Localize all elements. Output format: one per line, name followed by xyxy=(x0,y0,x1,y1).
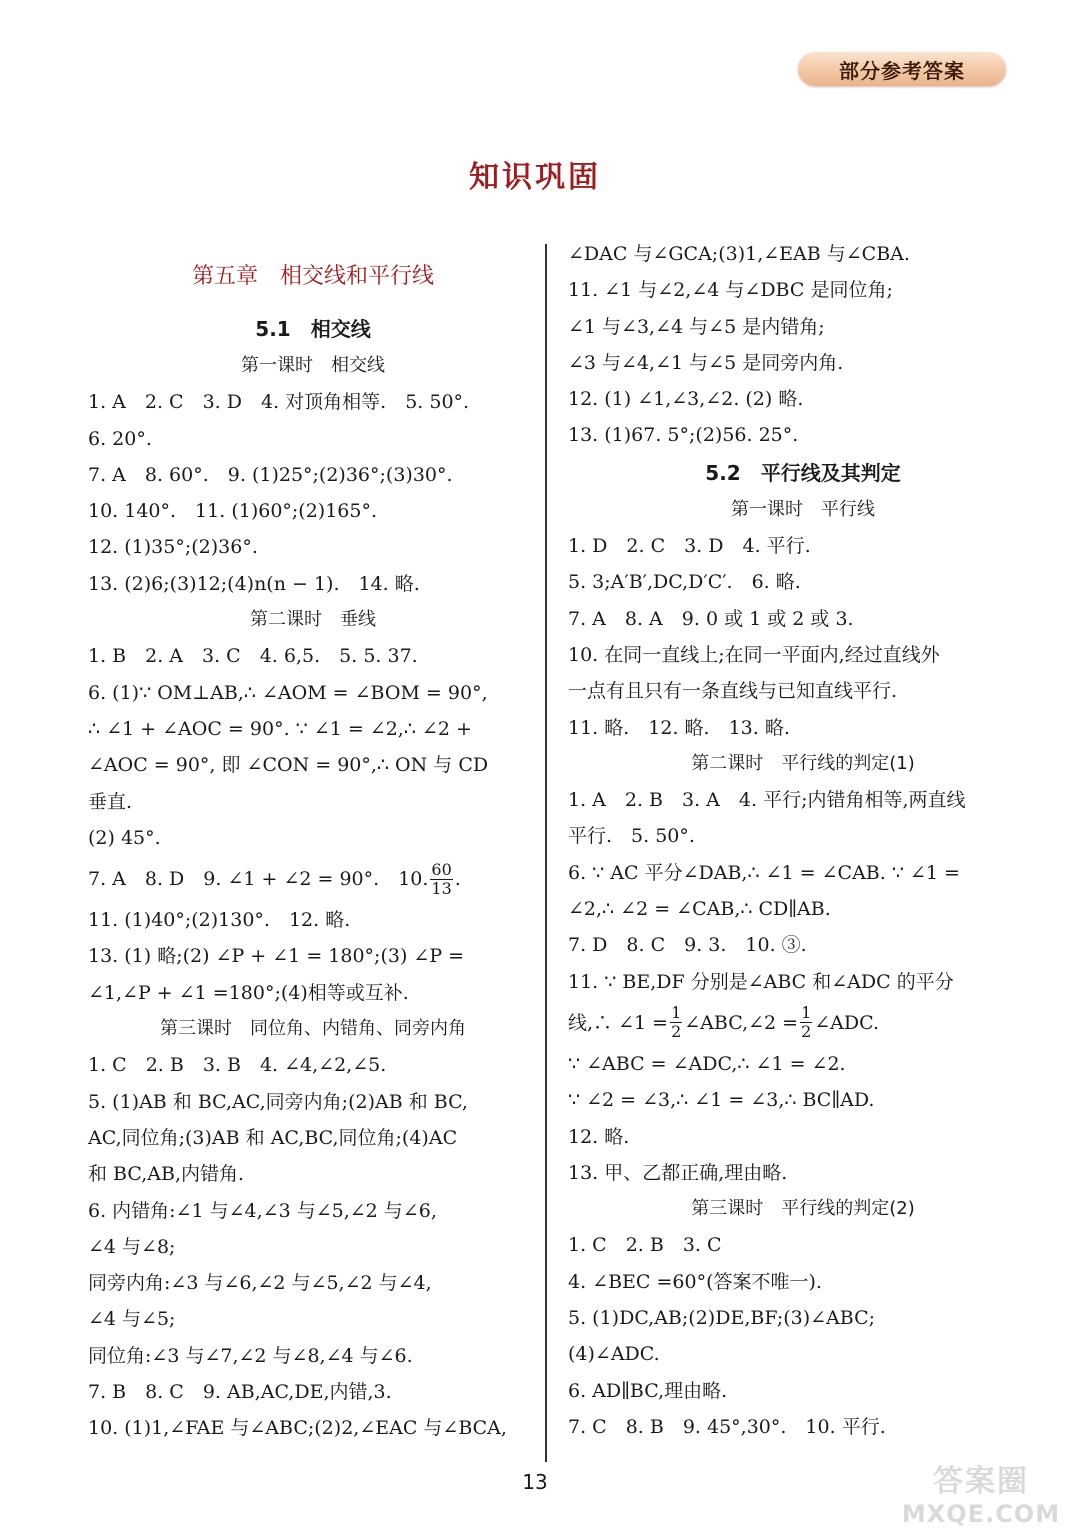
answer-line: AC,同位角;(3)AB 和 AC,BC,同位角;(4)AC xyxy=(88,1126,458,1149)
answer-line: 同旁内角:∠3 与∠6,∠2 与∠5,∠2 与∠4, xyxy=(88,1272,432,1295)
answer-line: 12. (1)35°;(2)36°. xyxy=(88,536,258,559)
answer-line: 1. C 2. B 3. B 4. ∠4,∠2,∠5. xyxy=(88,1054,387,1077)
answer-line: ∠2,∴ ∠2 = ∠CAB,∴ CD∥AB. xyxy=(568,898,831,921)
answer-line: 7. D 8. C 9. 3. 10. ③. xyxy=(568,934,807,957)
answer-line: 13. 甲、乙都正确,理由略. xyxy=(568,1161,788,1184)
answer-line: 13. (1)67. 5°;(2)56. 25°. xyxy=(568,424,799,447)
answer-line: 11. (1)40°;(2)130°. 12. 略. xyxy=(88,909,351,932)
answer-line: 同位角:∠3 与∠7,∠2 与∠8,∠4 与∠6. xyxy=(88,1344,413,1367)
answer-line: 5. 3;A′B′,DC,D′C′. 6. 略. xyxy=(568,571,801,594)
page-number: 13 xyxy=(522,1470,548,1494)
answer-line: 11. 略. 12. 略. 13. 略. xyxy=(568,716,790,739)
chapter-heading: 第五章 相交线和平行线 xyxy=(191,264,434,289)
answer-line: 6. AD∥BC,理由略. xyxy=(568,1379,728,1402)
lesson-heading: 第三课时 同位角、内错角、同旁内角 xyxy=(160,1018,466,1040)
lesson-heading: 第二课时 平行线的判定(1) xyxy=(691,752,915,774)
answer-line: 6. 20°. xyxy=(88,427,152,450)
answer-line: 12. (1) ∠1,∠3,∠2. (2) 略. xyxy=(568,388,804,411)
section-badge: 部分参考答案 xyxy=(798,52,1006,86)
right-column xyxy=(568,236,1038,1445)
answer-line: ∵ ∠ABC = ∠ADC,∴ ∠1 = ∠2. xyxy=(568,1052,846,1075)
answer-text: . xyxy=(454,868,461,891)
column-divider xyxy=(545,244,547,1462)
answer-line: ∴ ∠1 + ∠AOC = 90°. ∵ ∠1 = ∠2,∴ ∠2 + xyxy=(88,717,472,740)
answer-line: (4)∠ADC. xyxy=(568,1343,660,1366)
answer-line: 10. 在同一直线上;在同一平面内,经过直线外 xyxy=(568,643,940,666)
lesson-heading: 第三课时 平行线的判定(2) xyxy=(691,1198,915,1220)
answer-line: 垂直. xyxy=(88,790,133,813)
fraction xyxy=(430,861,452,898)
answer-line: 1. D 2. C 3. D 4. 平行. xyxy=(568,535,811,558)
answer-line: 1. B 2. A 3. C 4. 6,5. 5. 5. 37. xyxy=(88,645,418,668)
fraction xyxy=(670,1004,682,1041)
answer-line: 平行. 5. 50°. xyxy=(568,825,695,848)
answer-line: ∠DAC 与∠GCA;(3)1,∠EAB 与∠CBA. xyxy=(568,243,910,265)
answer-text: 线,∴ ∠1 = xyxy=(568,1011,669,1034)
answer-line: 4. ∠BEC =60°(答案不唯一). xyxy=(568,1270,822,1293)
answer-line: ∠4 与∠5; xyxy=(88,1308,176,1331)
answer-line: 7. C 8. B 9. 45°,30°. 10. 平行. xyxy=(568,1415,886,1438)
answer-line: ∠1,∠P + ∠1 =180°;(4)相等或互补. xyxy=(88,981,409,1004)
answer-line: 5. (1)DC,AB;(2)DE,BF;(3)∠ABC; xyxy=(568,1307,876,1330)
fraction-denominator: 2 xyxy=(801,1022,812,1042)
fraction-numerator: 1 xyxy=(671,1003,682,1023)
answer-line: 7. A 8. A 9. 0 或 1 或 2 或 3. xyxy=(568,607,854,630)
answer-line: 13. (2)6;(3)12;(4)n(n − 1). 14. 略. xyxy=(88,572,420,595)
answer-line-with-fraction xyxy=(88,856,538,902)
watermark-logo xyxy=(898,1466,1064,1532)
answer-line: 7. A 8. 60°. 9. (1)25°;(2)36°;(3)30°. xyxy=(88,463,453,486)
answer-line: 7. B 8. C 9. AB,AC,DE,内错,3. xyxy=(88,1381,392,1404)
answer-line: (2) 45°. xyxy=(88,826,161,849)
answer-line-with-fraction xyxy=(568,1000,1038,1046)
page-title: 知识巩固 xyxy=(469,160,601,195)
answer-line: 11. ∵ BE,DF 分别是∠ABC 和∠ADC 的平分 xyxy=(568,970,954,993)
section-heading-5-2: 5.2 平行线及其判定 xyxy=(705,460,901,485)
answer-line: 和 BC,AB,内错角. xyxy=(88,1163,245,1186)
answer-line: 1. A 2. B 3. A 4. 平行;内错角相等,两直线 xyxy=(568,789,966,812)
answer-line: 6. 内错角:∠1 与∠4,∠3 与∠5,∠2 与∠6, xyxy=(88,1199,437,1222)
answer-line: 6. ∵ AC 平分∠DAB,∴ ∠1 = ∠CAB. ∵ ∠1 = xyxy=(568,861,960,884)
answer-line: 10. 140°. 11. (1)60°;(2)165°. xyxy=(88,500,378,523)
answer-line: ∵ ∠2 = ∠3,∴ ∠1 = ∠3,∴ BC∥AD. xyxy=(568,1089,875,1112)
lesson-heading: 第一课时 平行线 xyxy=(731,498,875,520)
watermark-text-top: 答案圈 xyxy=(933,1464,1029,1499)
answer-line: 1. C 2. B 3. C xyxy=(568,1234,722,1257)
section-heading-5-1: 5.1 相交线 xyxy=(255,317,371,341)
answer-line: 一点有且只有一条直线与已知直线平行. xyxy=(568,680,898,703)
lesson-heading: 第二课时 垂线 xyxy=(250,609,376,631)
fraction-denominator: 2 xyxy=(671,1022,682,1042)
answer-line: ∠AOC = 90°, 即 ∠CON = 90°,∴ ON 与 CD xyxy=(88,754,489,777)
answer-line: 11. ∠1 与∠2,∠4 与∠DBC 是同位角; xyxy=(568,279,893,302)
answer-line: ∠1 与∠3,∠4 与∠5 是内错角; xyxy=(568,315,825,338)
answer-line: 5. (1)AB 和 BC,AC,同旁内角;(2)AB 和 BC, xyxy=(88,1090,468,1113)
answer-line: ∠4 与∠8; xyxy=(88,1235,176,1258)
answer-line: 6. (1)∵ OM⊥AB,∴ ∠AOM = ∠BOM = 90°, xyxy=(88,681,488,704)
fraction-numerator: 1 xyxy=(801,1003,812,1023)
answer-line: ∠3 与∠4,∠1 与∠5 是同旁内角. xyxy=(568,351,844,374)
answer-line: 1. A 2. C 3. D 4. 对顶角相等. 5. 50°. xyxy=(88,391,470,414)
watermark-text-bottom: MXQE.COM xyxy=(901,1500,1061,1528)
fraction-denominator: 13 xyxy=(431,878,452,898)
fraction xyxy=(800,1004,812,1041)
answer-line: 13. (1) 略;(2) ∠P + ∠1 = 180°;(3) ∠P = xyxy=(88,945,465,968)
lesson-heading: 第一课时 相交线 xyxy=(241,355,385,376)
answer-line: 10. (1)1,∠FAE 与∠ABC;(2)2,∠EAC 与∠BCA, xyxy=(88,1417,507,1440)
answer-text: 7. A 8. D 9. ∠1 + ∠2 = 90°. 10. xyxy=(88,868,429,891)
fraction-numerator: 60 xyxy=(431,859,452,879)
answer-line: 12. 略. xyxy=(568,1125,630,1148)
left-column xyxy=(88,252,538,1447)
answer-text: ∠ADC. xyxy=(814,1011,880,1034)
answer-text: ∠ABC,∠2 = xyxy=(684,1011,799,1034)
